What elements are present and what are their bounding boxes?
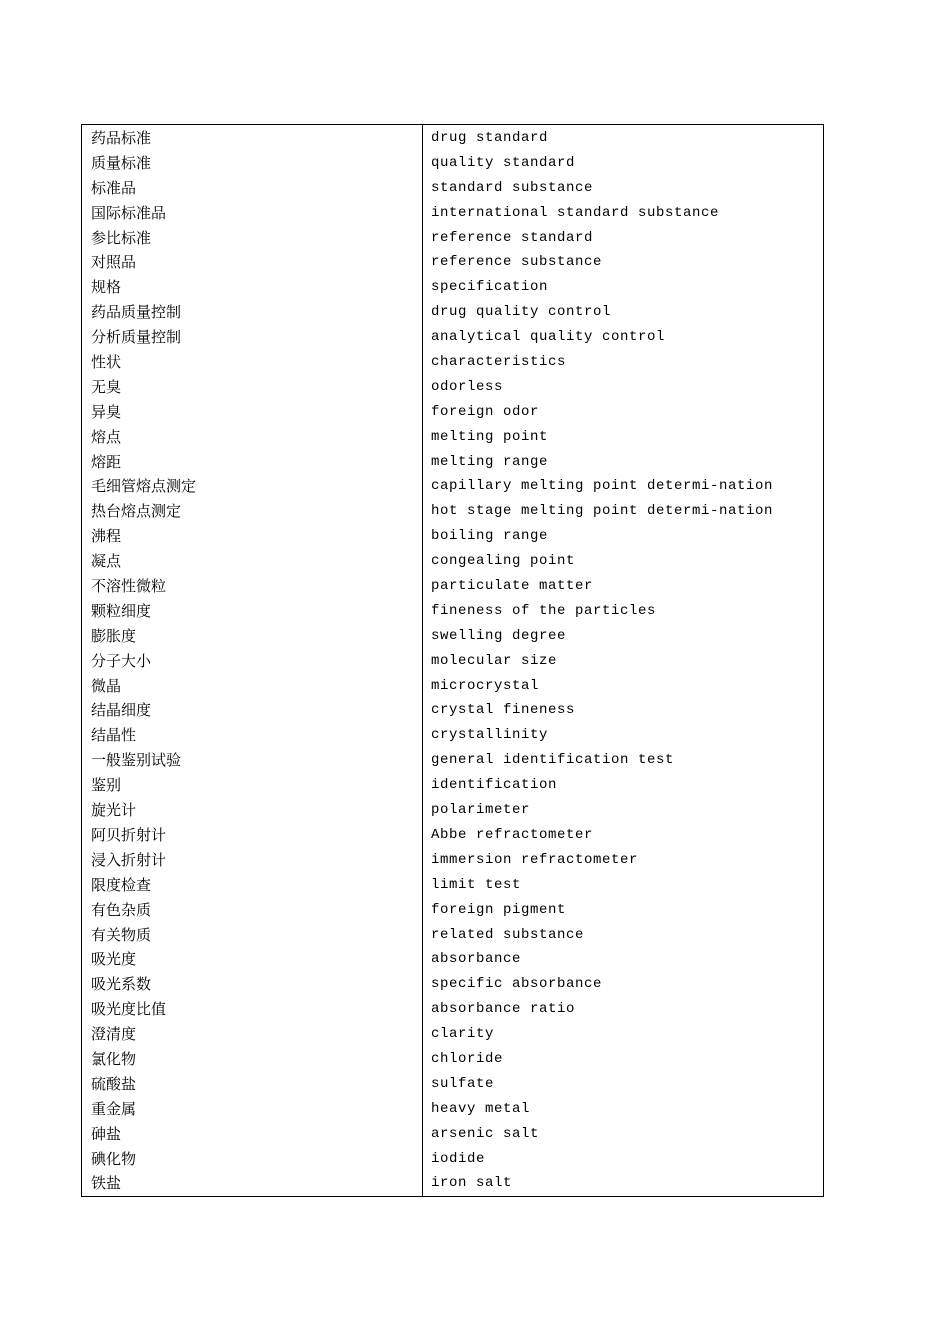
english-term-cell: chloride	[431, 1050, 504, 1067]
chinese-term-cell: 无臭	[91, 377, 122, 396]
english-term-cell: heavy metal	[431, 1100, 531, 1117]
english-term-cell: congealing point	[431, 553, 576, 570]
chinese-term-cell: 澄清度	[91, 1025, 137, 1044]
chinese-term-cell: 参比标准	[91, 228, 152, 247]
english-term-cell: fineness of the particles	[431, 602, 657, 619]
english-term-cell: melting range	[431, 453, 549, 470]
chinese-term-cell: 结晶性	[91, 726, 137, 745]
english-term-cell: quality standard	[431, 154, 576, 171]
english-term-cell: specification	[431, 279, 549, 296]
english-term-cell: foreign odor	[431, 403, 540, 420]
english-term-cell: absorbance	[431, 951, 522, 968]
chinese-term-cell: 对照品	[91, 253, 137, 272]
english-term-cell: hot stage melting point determi-nation	[431, 503, 774, 520]
english-term-column	[423, 125, 823, 1196]
chinese-term-cell: 氯化物	[91, 1049, 137, 1068]
english-term-cell: odorless	[431, 378, 504, 395]
english-term-cell: clarity	[431, 1026, 495, 1043]
chinese-term-cell: 铁盐	[91, 1174, 122, 1193]
chinese-term-cell: 吸光度比值	[91, 1000, 167, 1019]
english-term-cell: reference standard	[431, 229, 594, 246]
chinese-term-cell: 分析质量控制	[91, 328, 182, 347]
chinese-term-cell: 阿贝折射计	[91, 825, 167, 844]
english-term-cell: reference substance	[431, 254, 603, 271]
english-term-cell: specific absorbance	[431, 976, 603, 993]
english-term-cell: iron salt	[431, 1175, 513, 1192]
english-term-cell: boiling range	[431, 528, 549, 545]
english-term-cell: crystal fineness	[431, 702, 576, 719]
chinese-term-cell: 熔点	[91, 427, 122, 446]
english-term-cell: drug standard	[431, 130, 549, 146]
chinese-term-cell: 性状	[91, 353, 122, 372]
chinese-term-cell: 颗粒细度	[91, 601, 152, 620]
chinese-term-column	[82, 125, 423, 1196]
chinese-term-cell: 不溶性微粒	[91, 577, 167, 596]
english-term-cell: sulfate	[431, 1075, 495, 1092]
chinese-term-cell: 沸程	[91, 527, 122, 546]
chinese-term-cell: 质量标准	[91, 153, 152, 172]
english-term-cell: swelling degree	[431, 627, 567, 644]
chinese-term-cell: 结晶细度	[91, 701, 152, 720]
chinese-term-cell: 一般鉴别试验	[91, 751, 182, 770]
chinese-term-cell: 药品质量控制	[91, 303, 182, 322]
english-term-cell: international standard substance	[431, 204, 720, 221]
chinese-term-cell: 有色杂质	[91, 900, 152, 919]
chinese-term-cell: 熔距	[91, 452, 122, 471]
english-term-cell: characteristics	[431, 354, 567, 371]
glossary-table	[81, 124, 824, 1197]
chinese-term-cell: 鉴别	[91, 776, 122, 795]
english-term-cell: limit test	[431, 876, 522, 893]
english-term-cell: analytical quality control	[431, 329, 666, 346]
chinese-term-cell: 药品标准	[91, 129, 152, 147]
english-term-cell: related substance	[431, 926, 585, 943]
english-term-cell: foreign pigment	[431, 901, 567, 918]
chinese-term-cell: 浸入折射计	[91, 850, 167, 869]
english-term-cell: arsenic salt	[431, 1125, 540, 1142]
english-term-cell: general identification test	[431, 752, 675, 769]
english-term-cell: iodide	[431, 1150, 486, 1167]
chinese-term-cell: 限度检查	[91, 875, 152, 894]
chinese-term-cell: 凝点	[91, 552, 122, 571]
chinese-term-cell: 吸光系数	[91, 975, 152, 994]
chinese-term-cell: 旋光计	[91, 801, 137, 820]
english-term-cell: standard substance	[431, 179, 594, 196]
chinese-term-cell: 碘化物	[91, 1149, 137, 1168]
chinese-term-cell: 毛细管熔点测定	[91, 477, 197, 496]
english-term-cell: particulate matter	[431, 578, 594, 595]
english-term-cell: molecular size	[431, 652, 558, 669]
english-term-cell: microcrystal	[431, 677, 540, 694]
chinese-term-cell: 重金属	[91, 1099, 137, 1118]
chinese-term-cell: 分子大小	[91, 651, 152, 670]
chinese-term-cell: 微晶	[91, 676, 122, 695]
english-term-cell: identification	[431, 777, 558, 794]
chinese-term-cell: 标准品	[91, 178, 137, 197]
english-term-cell: Abbe refractometer	[431, 826, 594, 843]
english-term-cell: melting point	[431, 428, 549, 445]
chinese-term-cell: 膨胀度	[91, 626, 137, 645]
chinese-term-cell: 国际标准品	[91, 203, 167, 222]
english-term-cell: absorbance ratio	[431, 1001, 576, 1018]
english-term-cell: crystallinity	[431, 727, 549, 744]
chinese-term-cell: 硫酸盐	[91, 1074, 137, 1093]
english-term-cell: immersion refractometer	[431, 851, 639, 868]
english-term-cell: polarimeter	[431, 802, 531, 819]
english-term-cell: capillary melting point determi-nation	[431, 478, 774, 495]
chinese-term-cell: 异臭	[91, 402, 122, 421]
chinese-term-cell: 砷盐	[91, 1124, 122, 1143]
chinese-term-cell: 吸光度	[91, 950, 137, 969]
english-term-cell: drug quality control	[431, 304, 612, 321]
chinese-term-cell: 有关物质	[91, 925, 152, 944]
chinese-term-cell: 规格	[91, 278, 122, 297]
chinese-term-cell: 热台熔点测定	[91, 502, 182, 521]
